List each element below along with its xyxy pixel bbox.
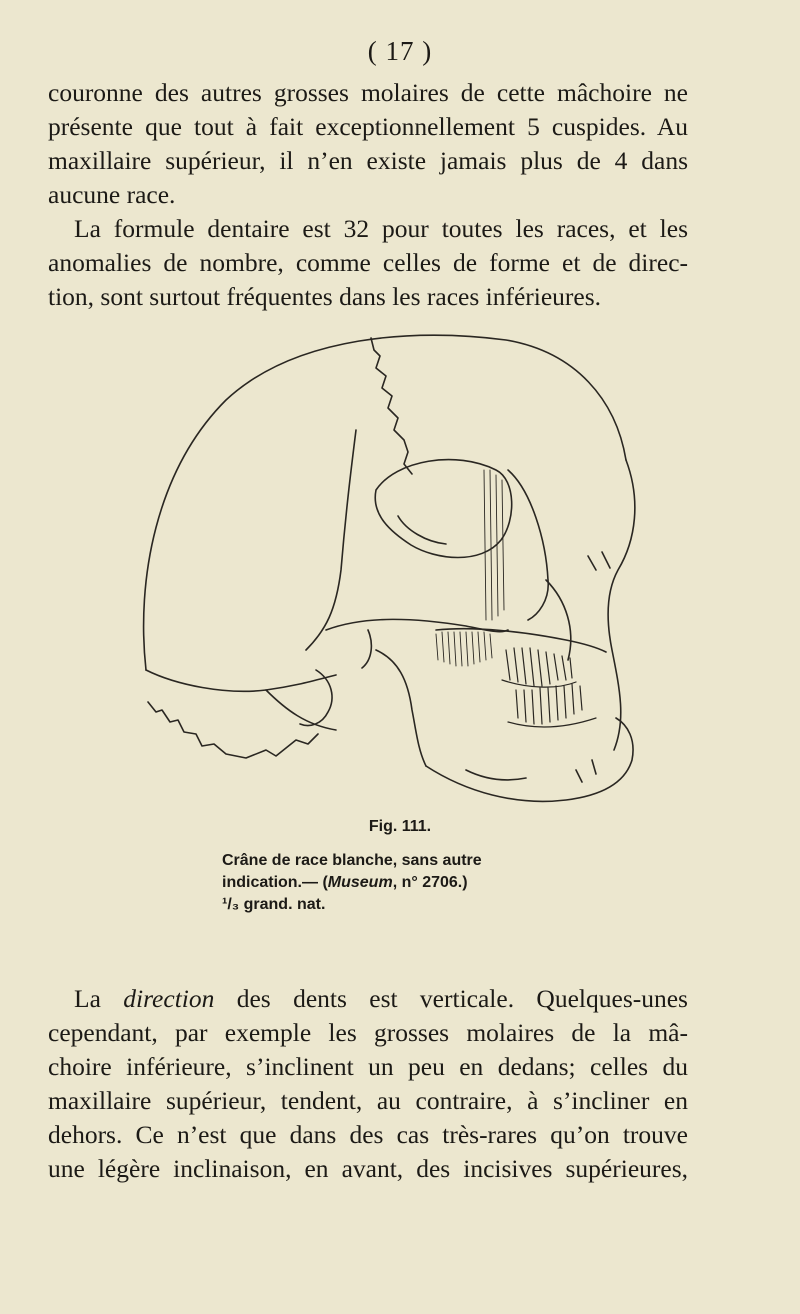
skull-illustration — [136, 330, 656, 810]
emphasis-word: direction — [123, 984, 215, 1013]
detail-line — [576, 760, 596, 782]
caption-line: Crâne de race blanche, sans autre — [222, 852, 482, 869]
text-line: présente que tout à fait exceptionnellement 5 cuspides. Au — [48, 112, 688, 141]
text-line: tion, sont surtout fréquentes dans les races inférieures. — [48, 282, 602, 311]
text-fragment: La — [74, 984, 124, 1013]
text-line: aucune race. — [48, 180, 176, 209]
caption-line — [222, 872, 582, 894]
text-line: cependant, par exemple les grosses molaires de la mâ- — [48, 1018, 688, 1047]
text-line: maxillaire supérieur, tendent, au contraire, à s’incliner en — [48, 1086, 688, 1115]
nasal-aperture — [546, 580, 571, 660]
text-line: couronne des autres grosses molaires de cette mâchoire ne — [48, 78, 688, 107]
nasal-bone — [508, 470, 548, 620]
text-line: maxillaire supérieur, il n’en existe jamais plus de 4 dans — [48, 146, 688, 175]
text-line: choire inférieure, s’inclinent un peu en dedans; celles du — [48, 1052, 688, 1081]
caption-museum: Museum — [327, 874, 393, 891]
upper-teeth — [502, 648, 576, 687]
temporal-line — [306, 430, 356, 650]
bottom-paragraph — [48, 982, 688, 1186]
text-fragment: des dents est verticale. Quelques-unes — [214, 984, 688, 1013]
detail-line — [588, 552, 610, 570]
mandible-ramus — [376, 650, 426, 766]
orbit-inner — [398, 516, 446, 544]
caption-line: ¹/₃ grand. nat. — [222, 896, 326, 913]
text-line: La formule dentaire est 32 pour toutes les races, et les — [74, 214, 688, 243]
figure-caption — [222, 850, 582, 916]
occipital-outline — [146, 670, 336, 691]
top-paragraph — [48, 76, 688, 314]
figure-label: Fig. 111. — [368, 818, 432, 835]
page-number: ( 17 ) — [367, 36, 433, 66]
suture-line — [148, 702, 318, 758]
skull-drawing — [136, 330, 656, 810]
caption-text: , n° 2706.) — [392, 874, 468, 891]
mandible-body — [426, 718, 633, 801]
lower-teeth — [508, 684, 596, 727]
zygomatic-arch — [326, 619, 508, 631]
text-line: une légère inclinaison, en avant, des incisives supérieures, — [48, 1154, 688, 1183]
text-line: dehors. Ce n’est que dans des cas très-rares qu’on trouve — [48, 1120, 688, 1149]
text-line — [48, 982, 688, 1016]
condyle — [362, 630, 371, 668]
mastoid — [300, 670, 332, 726]
maxilla-outline — [436, 629, 606, 652]
text-line: anomalies de nombre, comme celles de forme et de direc- — [48, 248, 688, 277]
molar-hatching — [436, 470, 504, 666]
suture-line — [371, 338, 412, 474]
caption-text: indication.— ( — [222, 874, 328, 891]
face-profile — [608, 460, 635, 750]
mandible-inner — [466, 770, 526, 780]
